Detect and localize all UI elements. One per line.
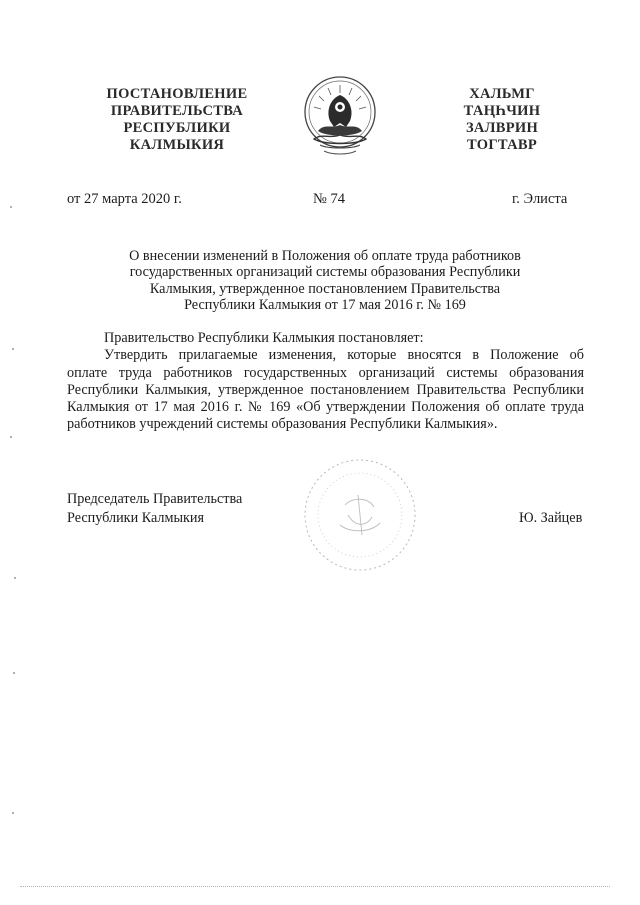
body-line: Утвердить прилагаемые изменения, которые вносятся в Положение об <box>104 347 584 364</box>
document-title <box>90 248 560 313</box>
title-line: О внесении изменений в Положения об оплате труда работников <box>129 248 521 264</box>
scan-artifact <box>10 206 12 208</box>
title-line: Калмыкия, утвержденное постановлением Правительства <box>149 280 501 297</box>
header-right-line: ХАЛЬМГ <box>469 86 535 102</box>
header-right-line: ТАҢҺЧИН <box>463 103 541 119</box>
body-line: Калмыкия от 17 мая 2016 г. № 169 «Об утверждении Положения об оплате труда <box>67 399 584 416</box>
scan-artifact <box>12 348 14 350</box>
scan-artifact <box>14 577 16 579</box>
document-number: № 74 <box>313 191 345 207</box>
signatory-name: Ю. Зайцев <box>519 510 583 526</box>
header-left-line: РЕСПУБЛИКИ <box>123 120 231 136</box>
body-last-line: работников учреждений системы образования Республики Калмыкия». <box>67 416 498 433</box>
document-date: от 27 марта 2020 г. <box>67 191 182 207</box>
title-line: Республики Калмыкия от 17 мая 2016 г. № 169 <box>184 296 466 313</box>
signatory-position <box>67 490 242 528</box>
scan-artifact <box>12 812 14 814</box>
official-seal-stamp <box>300 455 420 575</box>
body-line: Республики Калмыкия, утвержденное постановлением Правительства Республики <box>67 381 584 398</box>
signatory-position-line: Республики Калмыкия <box>67 510 205 526</box>
document-body <box>67 330 584 434</box>
header-right-block <box>452 86 552 154</box>
scan-artifact <box>10 436 12 438</box>
document-city: г. Элиста <box>512 191 568 207</box>
header-left-line: ПОСТАНОВЛЕНИЕ <box>106 86 248 102</box>
header-right-line: ЗАЛВРИН <box>465 120 539 136</box>
scan-artifact <box>13 672 15 674</box>
title-line: государственных организаций системы образования Республики <box>129 264 521 281</box>
signatory-position-line: Председатель Правительства <box>67 491 243 507</box>
body-line: оплате труда работников государственных организаций системы образования <box>67 364 584 381</box>
coat-of-arms-emblem <box>300 73 380 157</box>
header-left-line: КАЛМЫКИЯ <box>129 137 225 153</box>
header-right-line: ТОГТАВР <box>466 137 538 153</box>
scan-bottom-edge <box>20 886 610 887</box>
body-intro: Правительство Республики Калмыкия постановляет: <box>104 330 424 346</box>
header-left-line: ПРАВИТЕЛЬСТВА <box>110 103 244 119</box>
header-left-block <box>97 86 257 154</box>
